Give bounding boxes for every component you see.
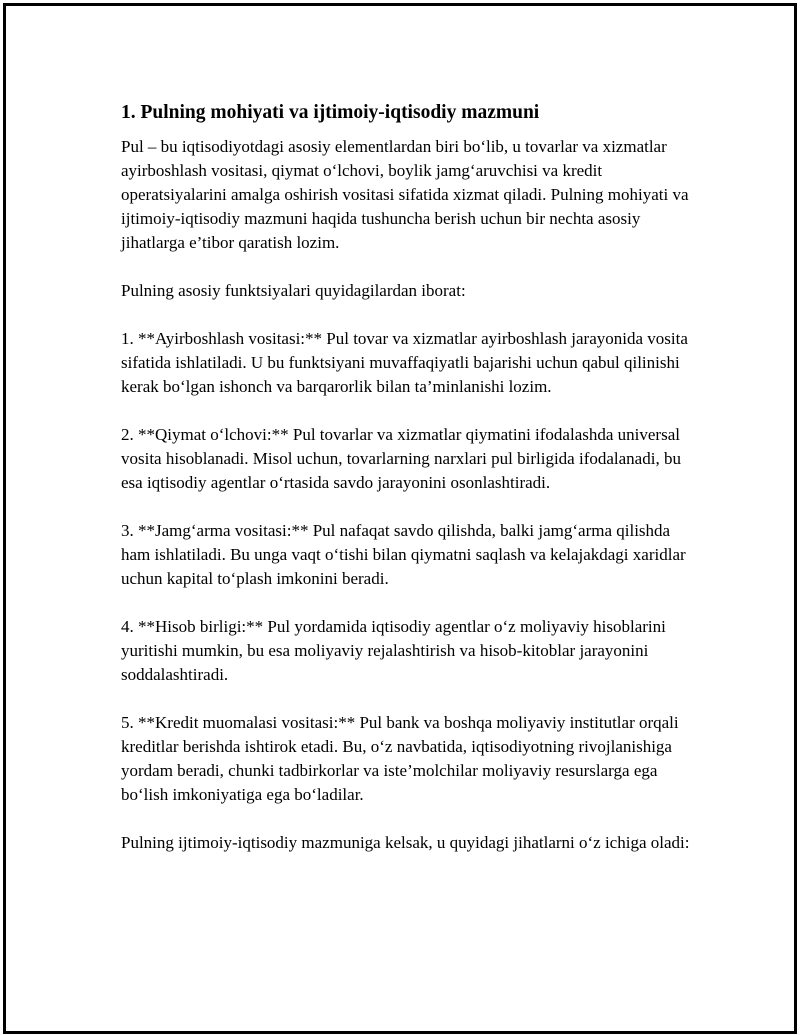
- intro-paragraph: Pul – bu iqtisodiyotdagi asosiy elementlardan biri bo‘lib, u tovarlar va xizmatlar ayirboshlash vositasi, qiymat o‘lchovi, boylik jamg‘aruvchisi va kredit operatsiyalarini amalga oshirish vositasi sifatida xizmat qiladi. Pulning mohiyati va ijtimoiy-iqtisodiy mazmuni haqida tushuncha berish uchun bir nechta asosiy jihatlarga e’tibor qaratish lozim.: [121, 137, 689, 252]
- section-heading: 1. Pulning mohiyati va ijtimoiy-iqtisodiy mazmuni: [121, 102, 540, 123]
- page-frame: [3, 3, 797, 1034]
- function-item-store-of-value: 3. **Jamg‘arma vositasi:** Pul nafaqat savdo qilishda, balki jamg‘arma qilishda ham ishlatiladi. Bu unga vaqt o‘tishi bilan qiymatni saqlash va kelajakdagi xaridlar uchun kapital to‘plash imkonini beradi.: [121, 521, 686, 588]
- function-item-credit: 5. **Kredit muomalasi vositasi:** Pul bank va boshqa moliyaviy institutlar orqali kreditlar berishda ishtirok etadi. Bu, o‘z navbatida, iqtisodiyotning rivojlanishiga yordam beradi, chunki tadbirkorlar va iste’molchilar moliyaviy resurslarga ega bo‘lish imkoniyatiga ega bo‘ladilar.: [121, 713, 679, 804]
- document-body: [121, 99, 701, 879]
- function-item-unit-of-account: 4. **Hisob birligi:** Pul yordamida iqtisodiy agentlar o‘z moliyaviy hisoblarini yuritishi mumkin, bu esa moliyaviy rejalashtirish va hisob-kitoblar jarayonini soddalashtiradi.: [121, 617, 666, 684]
- function-item-measure-of-value: 2. **Qiymat o‘lchovi:** Pul tovarlar va xizmatlar qiymatini ifodalashda universal vosita hisoblanadi. Misol uchun, tovarlarning narxlari pul birligida ifodalanadi, bu esa iqtisodiy agentlar o‘rtasida savdo jarayonini osonlashtiradi.: [121, 425, 681, 492]
- functions-lead-paragraph: Pulning asosiy funktsiyalari quyidagilardan iborat:: [121, 281, 466, 300]
- socio-economic-lead-paragraph: Pulning ijtimoiy-iqtisodiy mazmuniga kelsak, u quyidagi jihatlarni o‘z ichiga oladi:: [121, 833, 690, 852]
- function-item-exchange: 1. **Ayirboshlash vositasi:** Pul tovar va xizmatlar ayirboshlash jarayonida vosita sifatida ishlatiladi. U bu funktsiyani muvaffaqiyatli bajarishi uchun qabul qilinishi kerak bo‘lgan ishonch va barqarorlik bilan ta’minlanishi lozim.: [121, 329, 688, 396]
